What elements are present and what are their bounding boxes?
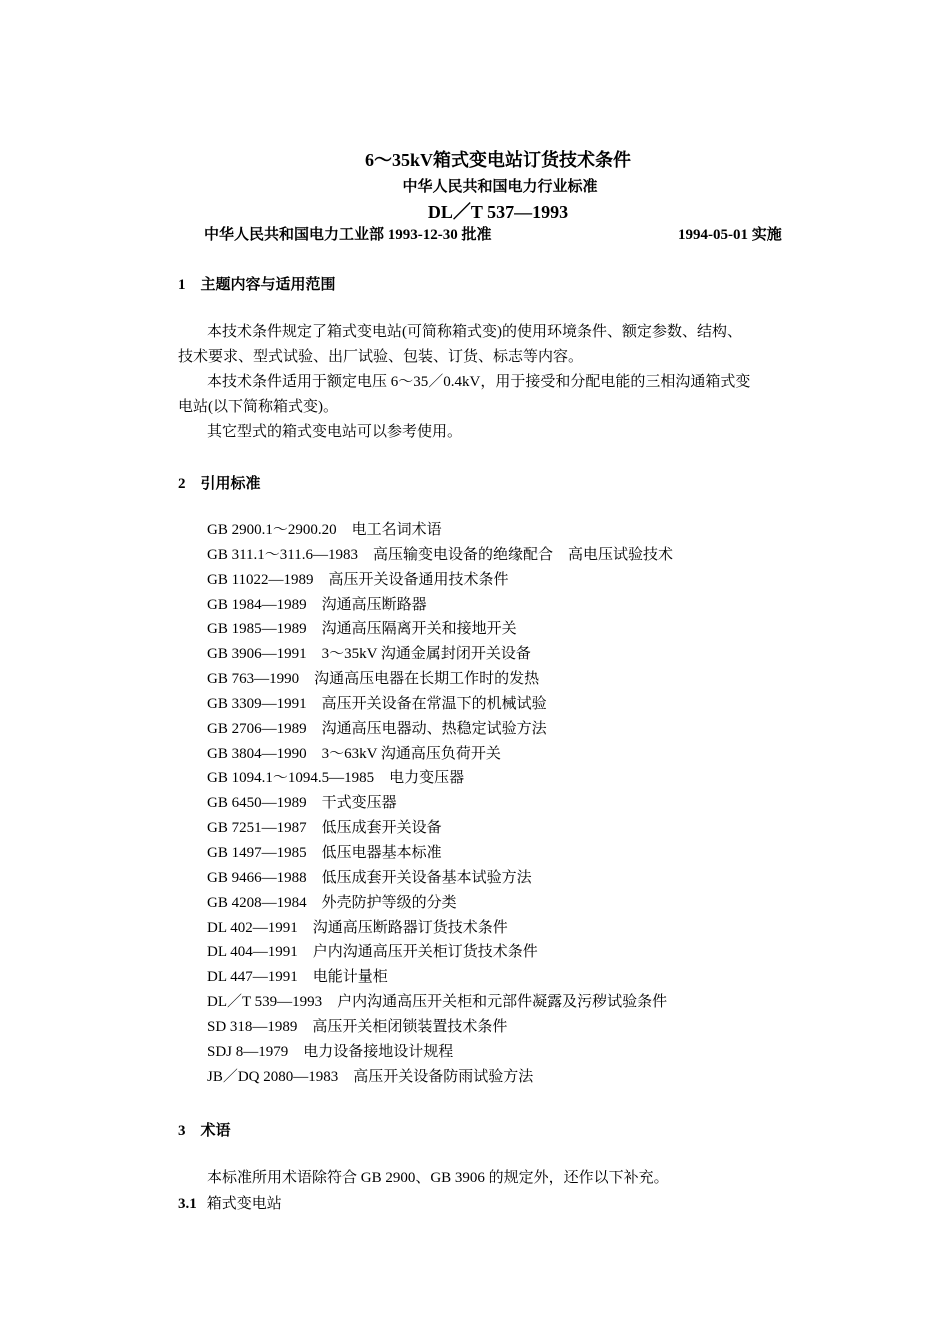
reference-item: GB 3804—1990 3～63kV 沟通高压负荷开关 <box>207 745 501 762</box>
reference-item: GB 311.1～311.6—1983 高压输变电设备的绝缘配合 高电压试验技术 <box>207 546 673 563</box>
reference-item: GB 2900.1～2900.20 电工名词术语 <box>207 522 442 538</box>
reference-item: GB 4208—1984 外壳防护等级的分类 <box>207 894 457 911</box>
section-3-heading: 3 术语 <box>178 1123 231 1139</box>
reference-item: GB 9466—1988 低压成套开关设备基本试验方法 <box>207 869 532 886</box>
reference-item: GB 7251—1987 低压成套开关设备 <box>207 820 442 837</box>
paragraph-line: 其它型式的箱式变电站可以参考使用。 <box>207 424 463 440</box>
paragraph-line: 本技术条件适用于额定电压 6～35／0.4kV，用于接受和分配电能的三相沟通箱式变 <box>207 374 751 390</box>
reference-item: GB 763—1990 沟通高压电器在长期工作时的发热 <box>207 671 540 688</box>
reference-item: GB 1984—1989 沟通高压断路器 <box>207 596 427 613</box>
section-1-body <box>178 320 828 445</box>
paragraph-line: 本技术条件规定了箱式变电站(可简称箱式变)的使用环境条件、额定参数、结构、 <box>207 324 742 340</box>
reference-item: GB 1985—1989 沟通高压隔离开关和接地开关 <box>207 621 517 638</box>
reference-item: GB 6450—1989 干式变压器 <box>207 795 397 812</box>
document-title: 6～35kV箱式变电站订货技术条件 <box>364 150 631 170</box>
reference-item: DL 404—1991 户内沟通高压开关柜订货技术条件 <box>207 944 538 961</box>
standard-code: DL／T 537—1993 <box>427 202 569 222</box>
reference-item: GB 1094.1～1094.5—1985 电力变压器 <box>207 770 465 787</box>
reference-item: GB 11022—1989 高压开关设备通用技术条件 <box>207 571 509 588</box>
subsection-number: 3.1 <box>178 1196 197 1212</box>
reference-item: GB 3309—1991 高压开关设备在常温下的机械试验 <box>207 695 547 712</box>
section-1-heading: 1 主题内容与适用范围 <box>178 277 336 293</box>
reference-item: SDJ 8—1979 电力设备接地设计规程 <box>207 1043 454 1060</box>
section-3-body <box>178 1166 828 1191</box>
reference-item: JB／DQ 2080—1983 高压开关设备防雨试验方法 <box>207 1068 534 1085</box>
reference-item: GB 1497—1985 低压电器基本标准 <box>207 844 442 861</box>
subsection-3-1 <box>178 1192 282 1213</box>
reference-item: DL 402—1991 沟通高压断路器订货技术条件 <box>207 919 508 936</box>
reference-item: DL／T 539—1993 户内沟通高压开关柜和元部件凝露及污秽试验条件 <box>207 994 668 1011</box>
paragraph-line: 技术要求、型式试验、出厂试验、包装、订货、标志等内容。 <box>178 349 584 365</box>
reference-item: SD 318—1989 高压开关柜闭锁装置技术条件 <box>207 1018 508 1035</box>
section-2-heading: 2 引用标准 <box>178 476 261 492</box>
subsection-title: 箱式变电站 <box>206 1196 282 1212</box>
document-subtitle: 中华人民共和国电力行业标准 <box>402 179 598 195</box>
reference-list <box>207 518 673 1089</box>
reference-item: GB 3906—1991 3～35kV 沟通金属封闭开关设备 <box>207 646 531 663</box>
reference-item: GB 2706—1989 沟通高压电器动、热稳定试验方法 <box>207 720 547 737</box>
effective-date: 1994-05-01 实施 <box>678 227 782 243</box>
reference-item: DL 447—1991 电能计量柜 <box>207 969 388 986</box>
approval-line: 中华人民共和国电力工业部 1993-12-30 批准 <box>204 227 492 243</box>
paragraph-line: 本标准所用术语除符合 GB 2900、GB 3906 的规定外，还作以下补充。 <box>207 1170 669 1186</box>
paragraph-line: 电站(以下简称箱式变)。 <box>178 399 338 415</box>
